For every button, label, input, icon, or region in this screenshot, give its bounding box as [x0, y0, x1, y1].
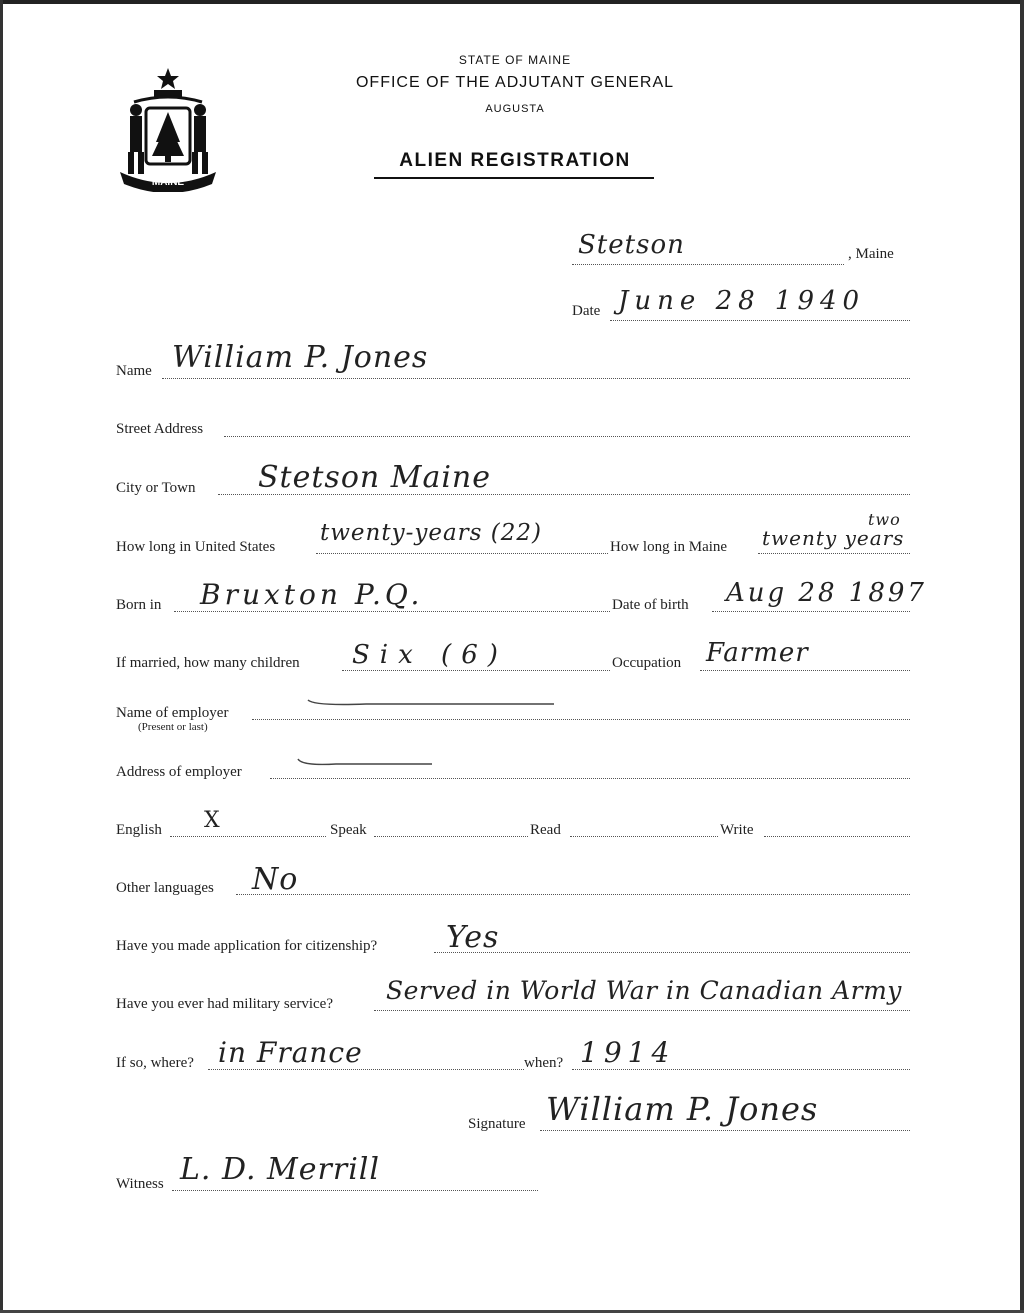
employer-name-label: Name of employer: [116, 705, 229, 721]
header-state: STATE OF MAINE: [458, 53, 572, 67]
date-line: [610, 320, 910, 321]
where-value[interactable]: in France: [218, 1036, 363, 1069]
signature-line: [540, 1130, 910, 1131]
maine-state-seal-icon: [112, 64, 224, 192]
date-of-birth-line: [712, 611, 910, 612]
military-line: [374, 1010, 910, 1011]
other-languages-value[interactable]: No: [252, 862, 299, 897]
city-label: City or Town: [116, 480, 196, 496]
english-label: English: [116, 822, 162, 838]
witness-line: [172, 1190, 538, 1191]
speak-line: [374, 836, 528, 837]
street-address-line: [224, 436, 910, 437]
military-value[interactable]: Served in World War in Canadian Army: [386, 976, 902, 1005]
where-line: [208, 1069, 524, 1070]
date-value[interactable]: June 28 1940: [618, 286, 866, 316]
street-address-label: Street Address: [116, 421, 204, 437]
citizenship-label: Have you made application for citizenship?: [116, 938, 378, 954]
write-line: [764, 836, 910, 837]
date-of-birth-value[interactable]: Aug 28 1897: [726, 578, 927, 608]
children-value[interactable]: Six (6): [352, 640, 508, 670]
title-underline: [374, 177, 654, 179]
citizenship-line: [434, 952, 910, 953]
where-label: If so, where?: [116, 1055, 194, 1071]
other-languages-line: [236, 894, 910, 895]
when-label: when?: [524, 1055, 564, 1071]
name-value[interactable]: William P. Jones: [172, 340, 429, 375]
occupation-value[interactable]: Farmer: [706, 638, 809, 668]
read-label: Read: [530, 822, 561, 838]
how-long-maine-value[interactable]: twenty years: [762, 526, 905, 550]
speak-label: Speak: [330, 822, 367, 838]
how-long-maine-line: [758, 553, 910, 554]
occupation-line: [700, 670, 910, 671]
witness-label: Witness: [116, 1176, 164, 1192]
witness-value[interactable]: L. D. Merrill: [180, 1152, 380, 1187]
english-value[interactable]: X: [204, 808, 221, 833]
other-languages-label: Other languages: [116, 880, 214, 896]
how-long-us-value[interactable]: twenty-years (22): [320, 520, 543, 546]
place-suffix: , Maine: [848, 246, 894, 262]
employer-address-label: Address of employer: [116, 764, 242, 780]
when-line: [572, 1069, 910, 1070]
employer-name-dash-mark: [306, 696, 556, 710]
employer-address-dash-mark: [296, 756, 436, 770]
city-value[interactable]: Stetson Maine: [258, 460, 492, 495]
read-line: [570, 836, 718, 837]
employer-name-line: [252, 719, 910, 720]
how-long-maine-correction: two: [868, 510, 901, 529]
scan-border-left: [0, 0, 3, 1313]
children-label: If married, how many children: [116, 655, 300, 671]
employer-name-sublabel: (Present or last): [138, 721, 208, 733]
form-title: ALIEN REGISTRATION: [399, 150, 631, 171]
write-label: Write: [720, 822, 754, 838]
born-in-line: [174, 611, 610, 612]
when-value[interactable]: 1914: [580, 1036, 676, 1069]
how-long-us-label: How long in United States: [116, 539, 276, 555]
how-long-us-line: [316, 553, 608, 554]
place-value[interactable]: Stetson: [578, 230, 685, 260]
header-office: OFFICE OF THE ADJUTANT GENERAL: [355, 74, 675, 91]
employer-address-line: [270, 778, 910, 779]
military-label: Have you ever had military service?: [116, 996, 333, 1012]
signature-label: Signature: [468, 1116, 526, 1132]
header-city: AUGUSTA: [485, 103, 545, 115]
name-label: Name: [116, 363, 152, 379]
occupation-label: Occupation: [612, 655, 682, 671]
seal-text: MAINE: [151, 177, 185, 188]
scan-border-right: [1020, 0, 1024, 1313]
born-in-label: Born in: [116, 597, 162, 613]
scan-border-top: [0, 0, 1024, 4]
children-line: [342, 670, 610, 671]
english-line: [170, 836, 326, 837]
date-label: Date: [572, 303, 601, 319]
date-of-birth-label: Date of birth: [612, 597, 689, 613]
name-line: [162, 378, 910, 379]
signature-value[interactable]: William P. Jones: [546, 1090, 819, 1128]
how-long-maine-label: How long in Maine: [610, 539, 728, 555]
citizenship-value[interactable]: Yes: [446, 920, 500, 955]
born-in-value[interactable]: Bruxton P.Q.: [200, 578, 424, 611]
place-line: [572, 264, 844, 265]
